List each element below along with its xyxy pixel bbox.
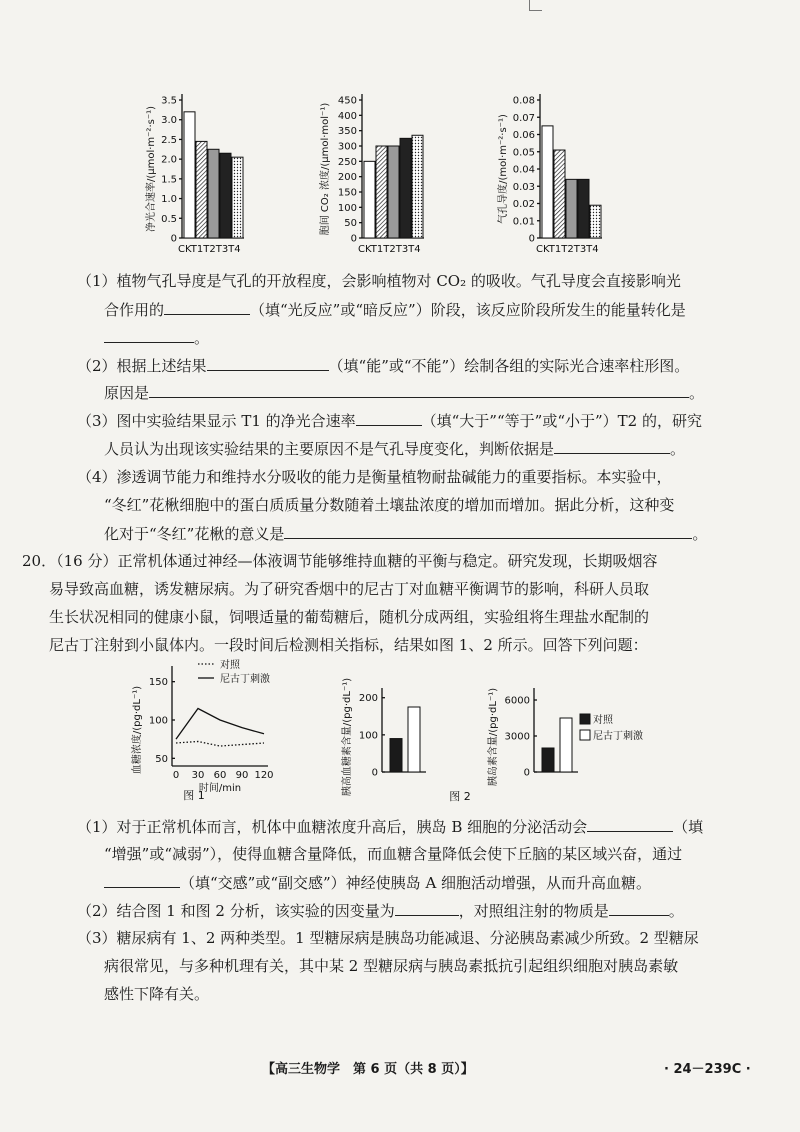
y-tick-label: 250 (337, 156, 357, 168)
answer-blank[interactable] (356, 409, 422, 426)
bar-t1 (196, 141, 207, 238)
q20-p3-line-b (104, 955, 678, 976)
bar-ck (184, 112, 195, 238)
y-tick-label: 200 (358, 693, 378, 705)
q19-p3-line-b (104, 437, 685, 459)
bar-nicotine (408, 707, 420, 772)
q20-p1-line-a (77, 815, 703, 837)
answer-blank[interactable] (207, 354, 329, 371)
bar-ck (542, 126, 553, 238)
q19-p4-line-a (77, 466, 672, 487)
legend-label: 尼古丁刺激 (593, 731, 643, 742)
q20-p2-line (77, 899, 684, 921)
y-axis-label: 胰岛素含量/(pg·dL⁻¹) (488, 687, 499, 787)
y-tick-label: 3.5 (161, 95, 177, 107)
bar-t4 (412, 135, 423, 238)
y-tick-label: 3.0 (161, 115, 177, 127)
q20-p3-text-a: （3）糖尿病有 1、2 两种类型。1 型糖尿病是胰岛功能减退、分泌胰岛素减少所致。2 型糖尿 (77, 929, 699, 947)
y-tick-label: 100 (148, 715, 168, 727)
intercellular-co2-chart (300, 88, 440, 263)
x-tick-labels: CKT1T2T3T4 (536, 244, 599, 255)
net-photosynthesis-chart (140, 88, 260, 263)
y-tick-label: 450 (337, 95, 357, 107)
q19-p1-line-a (77, 270, 681, 291)
y-axis-label: 胰高血糖素含量/(pg·dL⁻¹) (342, 677, 353, 797)
stomatal-conductance-chart (478, 88, 618, 263)
q20-intro-line-1 (22, 550, 657, 571)
q20-intro-line-2 (49, 578, 649, 599)
y-axis-label: 气孔导度/(mol·m⁻²·s⁻¹) (498, 114, 509, 224)
x-axis-label: 时间/min (198, 783, 242, 794)
bar-nicotine (560, 718, 572, 772)
y-tick-label: 0.01 (512, 216, 535, 228)
x-tick-labels: CKT1T2T3T4 (358, 244, 421, 255)
y-tick-label: 150 (337, 187, 357, 199)
y-tick-label: 400 (337, 110, 357, 122)
q19-p2-text-b-pre: 原因是 (104, 384, 150, 402)
figure-caption: 图 2 (449, 790, 471, 803)
bar-t3 (578, 179, 589, 238)
answer-blank[interactable] (587, 815, 673, 832)
blood-glucose-line-chart (128, 656, 300, 806)
y-tick-label: 2.5 (161, 134, 177, 146)
q19-p2-text-a-post: （填“能”或“不能”）绘制各组的实际光合速率柱形图。 (328, 357, 690, 375)
answer-blank[interactable] (284, 522, 692, 539)
q19-p2-line-a (77, 354, 689, 376)
q20-intro-text-4: 尼古丁注射到小鼠体内。一段时间后检测相关指标，结果如图 1、2 所示。回答下列问题： (49, 636, 648, 654)
q19-p2-text-b-post: 。 (689, 384, 705, 402)
answer-blank[interactable] (149, 381, 689, 398)
y-tick-label: 2.0 (161, 154, 177, 166)
y-tick-label: 0 (371, 767, 378, 779)
y-tick-label: 300 (337, 141, 357, 153)
q19-p4-line-b (104, 494, 674, 515)
answer-blank[interactable] (554, 437, 670, 454)
q20-p1-text-a-pre: （1）对于正常机体而言，机体中血糖浓度升高后，胰岛 B 细胞的分泌活动会 (77, 818, 588, 836)
q20-p1-text-c-post: （填“交感”或“副交感”）神经使胰岛 A 细胞活动增强，从而升高血糖。 (180, 874, 652, 892)
q20-p1-line-b (104, 843, 682, 864)
bar-t4 (590, 205, 601, 238)
y-tick-label: 0 (528, 233, 535, 245)
y-tick-label: 100 (358, 730, 378, 742)
series-line-nicotine (176, 709, 264, 740)
bar-t1 (554, 150, 565, 238)
y-tick-label: 100 (337, 202, 357, 214)
legend-label: 对照 (593, 715, 613, 726)
q20-p2-text-mid: ，对照组注射的物质是 (458, 902, 609, 920)
answer-blank[interactable] (395, 899, 459, 916)
q20-p3-text-c: 感性下降有关。 (104, 985, 210, 1003)
figure-caption: 图 1 (183, 789, 205, 802)
q20-p3-line-a (77, 927, 699, 948)
bar-t2 (566, 179, 577, 238)
y-tick-label: 0 (523, 767, 530, 779)
legend-label: 尼古丁刺激 (220, 674, 270, 685)
x-tick-label: 30 (191, 770, 205, 781)
page-number-label: 【高三生物学 第 6 页（共 8 页）】 (262, 1062, 474, 1077)
y-tick-label: 50 (155, 753, 168, 765)
y-tick-label: 0.02 (512, 199, 535, 210)
q20-intro-line-3 (49, 606, 649, 627)
y-tick-label: 0.04 (512, 164, 535, 176)
bar-t3 (400, 138, 411, 238)
q19-p1-text-a: （1）植物气孔导度是气孔的开放程度，会影响植物对 CO₂ 的吸收。气孔导度会直接影响光 (77, 272, 681, 290)
q19-p4-text-c-post: 。 (692, 525, 708, 543)
y-tick-label: 0.06 (512, 130, 535, 141)
q19-p4-text-c-pre: 化对于“冬红”花楸的意义是 (104, 525, 285, 543)
q19-p3-text-a-post: （填“大于”“等于”或“小于”）T2 的，研究 (421, 412, 702, 430)
y-tick-label: 0 (350, 233, 357, 245)
q20-p2-text-pre: （2）结合图 1 和图 2 分析，该实验的因变量为 (77, 902, 395, 920)
q19-p1-text-c-post: 。 (194, 329, 210, 347)
insulin-bar-chart (484, 672, 674, 812)
q19-p1-text-b-pre: 合作用的 (104, 301, 165, 319)
q20-intro-text-3: 生长状况相同的健康小鼠，饲喂适量的葡萄糖后，随机分成两组，实验组将生理盐水配制的 (49, 608, 650, 626)
q19-p1-line-b (104, 298, 686, 320)
bar-t4 (232, 157, 243, 238)
bar-ck (364, 161, 375, 238)
legend-label: 对照 (220, 660, 240, 671)
series-line-control (176, 741, 264, 746)
q20-p2-text-post: 。 (668, 902, 684, 920)
y-tick-label: 150 (148, 677, 168, 689)
answer-blank[interactable] (104, 326, 194, 343)
q19-p1-text-b-post: （填“光反应”或“暗反应”）阶段，该反应阶段所发生的能量转化是 (250, 301, 686, 319)
answer-blank[interactable] (104, 871, 180, 888)
y-axis-label: 净光合速率/(μmol·m⁻²·s⁻¹) (146, 105, 157, 233)
bar-t2 (208, 149, 219, 238)
y-tick-label: 6000 (504, 695, 530, 707)
q20-intro-text-1: 20．（16 分）正常机体通过神经—体液调节能够维持血糖的平衡与稳定。研究发现，长期吸烟容 (22, 552, 658, 570)
x-tick-label: 90 (235, 770, 249, 781)
q19-p2-line-b (104, 381, 704, 403)
exam-code-label: · 24－239C · (664, 1062, 751, 1077)
y-tick-label: 0.05 (512, 147, 535, 159)
q20-p3-line-c (104, 983, 209, 1004)
y-tick-label: 0.07 (512, 112, 535, 124)
y-tick-label: 1.0 (161, 194, 177, 206)
x-tick-label: 120 (254, 770, 274, 781)
x-tick-label: 0 (172, 770, 180, 781)
q20-p1-text-b: “增强”或“减弱”），使得血糖含量降低，而血糖含量降低会使下丘脑的某区域兴奋，通过 (104, 845, 683, 863)
legend-swatch (580, 730, 590, 740)
q20-p1-text-a-post: （填 (673, 818, 704, 836)
bar-t2 (388, 146, 399, 238)
q19-p1-line-c (104, 326, 209, 348)
q19-p3-text-b-pre: 人员认为出现该实验结果的主要原因不是气孔导度变化，判断依据是 (104, 440, 555, 458)
q20-intro-text-2: 易导致高血糖，诱发糖尿病。为了研究香烟中的尼古丁对血糖平衡调节的影响，科研人员取 (49, 580, 650, 598)
y-tick-label: 3000 (504, 731, 530, 743)
q19-p4-line-c (104, 522, 707, 544)
q20-p3-text-b: 病很常见，与多种机理有关，其中某 2 型糖尿病与胰岛素抵抗引起组织细胞对胰岛素敏 (104, 957, 679, 975)
y-axis-label: 血糖浓度/(pg·dL⁻¹) (132, 685, 143, 775)
y-tick-label: 1.5 (161, 174, 177, 186)
y-tick-label: 200 (337, 172, 357, 184)
y-tick-label: 50 (344, 218, 357, 230)
q19-p4-text-a: （4）渗透调节能力和维持水分吸收的能力是衡量植物耐盐碱能力的重要指标。本实验中， (77, 468, 672, 486)
y-tick-label: 0.5 (161, 213, 177, 225)
y-axis-label: 胞间 CO₂ 浓度/(μmol·mol⁻¹) (320, 102, 331, 236)
bar-control (542, 748, 554, 772)
bar-t1 (376, 146, 387, 238)
glucagon-bar-chart (338, 672, 471, 812)
q19-p2-text-a-pre: （2）根据上述结果 (77, 357, 207, 375)
legend-swatch (580, 714, 590, 724)
bar-t3 (220, 153, 231, 238)
x-tick-labels: CKT1T2T3T4 (178, 244, 241, 255)
q19-p4-text-b: “冬红”花楸细胞中的蛋白质质量分数随着土壤盐浓度的增加而增加。据此分析，这种变 (104, 496, 675, 514)
q20-intro-line-4 (49, 634, 648, 655)
answer-blank[interactable] (609, 899, 669, 916)
q20-p1-line-c (104, 871, 651, 893)
y-tick-label: 350 (337, 126, 357, 138)
bar-control (390, 739, 402, 772)
x-tick-label: 60 (213, 770, 227, 781)
q19-p3-line-a (77, 409, 702, 431)
y-tick-label: 0.08 (512, 95, 535, 107)
q19-p3-text-b-post: 。 (670, 440, 686, 458)
y-tick-label: 0.03 (512, 181, 535, 193)
scan-corner-mark (529, 0, 542, 11)
answer-blank[interactable] (164, 298, 250, 315)
y-tick-label: 0 (170, 233, 177, 245)
q19-p3-text-a-pre: （3）图中实验结果显示 T1 的净光合速率 (77, 412, 356, 430)
